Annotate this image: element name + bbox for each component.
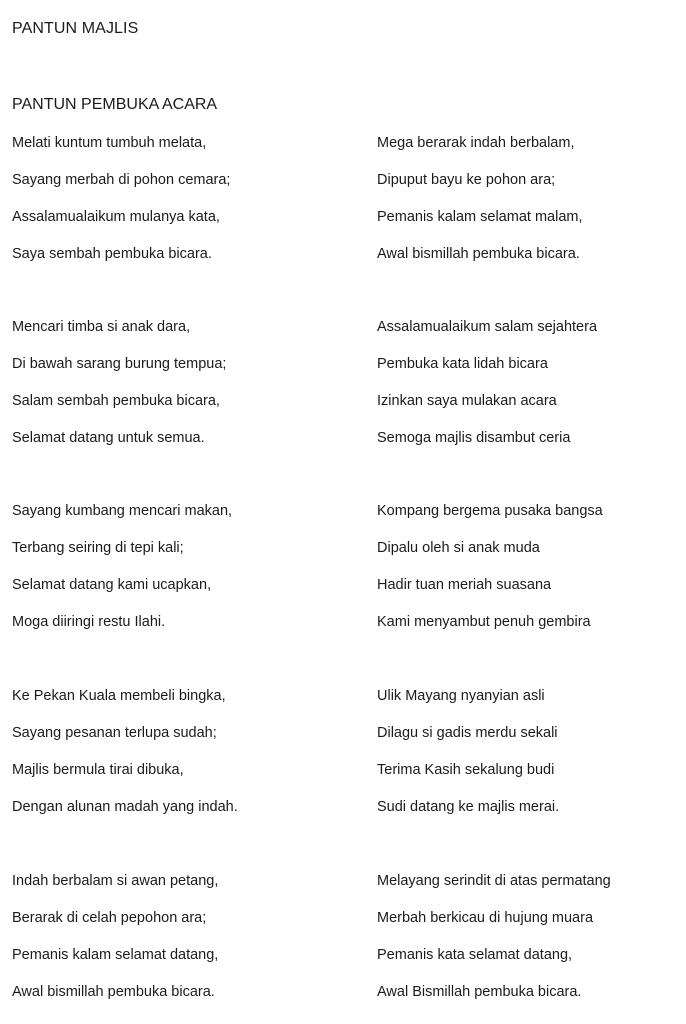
stanza-1-left xyxy=(12,132,342,280)
verse-line: Melayang serindit di atas permatang xyxy=(377,873,611,889)
verse-line: Pemanis kalam selamat datang, xyxy=(12,947,219,963)
verse-line: Merbah berkicau di hujung muara xyxy=(377,910,594,926)
verse-line: Pemanis kata selamat datang, xyxy=(377,947,573,963)
verse-line: Sudi datang ke majlis merai. xyxy=(377,799,560,815)
section-title: PANTUN PEMBUKA ACARA xyxy=(12,96,218,113)
verse-line: Assalamualaikum mulanya kata, xyxy=(12,209,220,225)
verse-line: Di bawah sarang burung tempua; xyxy=(12,356,227,372)
verse-line: Ulik Mayang nyanyian asli xyxy=(377,688,545,704)
document-title: PANTUN MAJLIS xyxy=(12,20,139,37)
verse-line: Ke Pekan Kuala membeli bingka, xyxy=(12,688,226,704)
verse-line: Selamat datang kami ucapkan, xyxy=(12,577,212,593)
verse-line: Salam sembah pembuka bicara, xyxy=(12,393,220,409)
verse-line: Assalamualaikum salam sejahtera xyxy=(377,319,598,335)
verse-line: Sayang kumbang mencari makan, xyxy=(12,503,233,519)
verse-line: Dipalu oleh si anak muda xyxy=(377,540,540,556)
verse-line: Berarak di celah pepohon ara; xyxy=(12,910,207,926)
stanza-2-left xyxy=(12,316,342,464)
verse-line: Saya sembah pembuka bicara. xyxy=(12,246,212,262)
verse-line: Terbang seiring di tepi kali; xyxy=(12,540,184,556)
verse-line: Moga diiringi restu Ilahi. xyxy=(12,614,166,630)
verse-line: Majlis bermula tirai dibuka, xyxy=(12,762,184,778)
stanza-1-right xyxy=(377,132,686,280)
verse-line: Sayang merbah di pohon cemara; xyxy=(12,172,231,188)
stanza-2-right xyxy=(377,316,686,464)
stanza-5-right xyxy=(377,870,686,1018)
stanza-4-left xyxy=(12,685,342,833)
verse-line: Awal Bismillah pembuka bicara. xyxy=(377,984,582,1000)
verse-line: Melati kuntum tumbuh melata, xyxy=(12,135,207,151)
verse-line: Kompang bergema pusaka bangsa xyxy=(377,503,603,519)
verse-line: Mencari timba si anak dara, xyxy=(12,319,191,335)
verse-line: Indah berbalam si awan petang, xyxy=(12,873,219,889)
verse-line: Sayang pesanan terlupa sudah; xyxy=(12,725,217,741)
verse-line: Izinkan saya mulakan acara xyxy=(377,393,557,409)
verse-line: Pembuka kata lidah bicara xyxy=(377,356,548,372)
stanza-5-left xyxy=(12,870,342,1018)
verse-line: Dengan alunan madah yang indah. xyxy=(12,799,238,815)
verse-line: Kami menyambut penuh gembira xyxy=(377,614,591,630)
verse-line: Awal bismillah pembuka bicara. xyxy=(377,246,580,262)
verse-line: Dipuput bayu ke pohon ara; xyxy=(377,172,556,188)
verse-line: Awal bismillah pembuka bicara. xyxy=(12,984,215,1000)
stanza-3-right xyxy=(377,500,686,648)
verse-line: Selamat datang untuk semua. xyxy=(12,430,205,446)
verse-line: Dilagu si gadis merdu sekali xyxy=(377,725,558,741)
verse-line: Semoga majlis disambut ceria xyxy=(377,430,571,446)
verse-line: Terima Kasih sekalung budi xyxy=(377,762,555,778)
verse-line: Pemanis kalam selamat malam, xyxy=(377,209,583,225)
stanza-4-right xyxy=(377,685,686,833)
stanza-3-left xyxy=(12,500,342,648)
verse-line: Hadir tuan meriah suasana xyxy=(377,577,552,593)
verse-line: Mega berarak indah berbalam, xyxy=(377,135,575,151)
